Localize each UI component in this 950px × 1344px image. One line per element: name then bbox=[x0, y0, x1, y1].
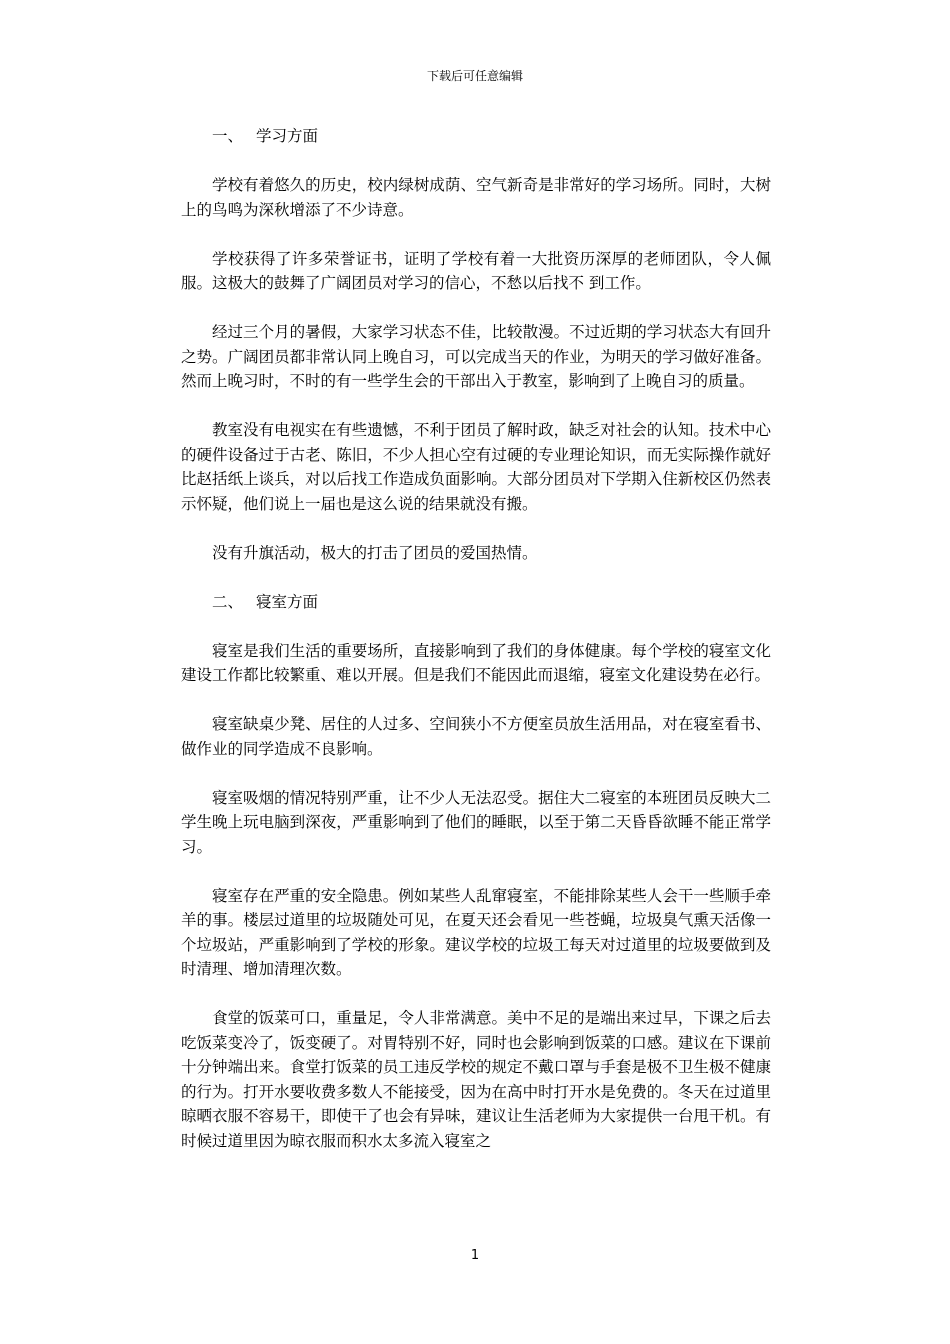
paragraph: 没有升旗活动，极大的打击了团员的爱国热情。 bbox=[212, 543, 538, 562]
document-body bbox=[181, 124, 771, 1178]
section-title: 寝室方面 bbox=[256, 592, 319, 611]
section-title: 学习方面 bbox=[256, 127, 319, 145]
paragraph: 寝室缺桌少凳、居住的人过多、空间狭小不方便室员放生活用品，对在寝室看书、做作业的同学造成不良影响。 bbox=[181, 715, 771, 758]
section-heading-study bbox=[181, 124, 771, 149]
paragraph: 食堂的饭菜可口，重量足，令人非常满意。美中不足的是端出来过早，下课之后去吃饭菜变冷了，饭变硬了。对胃特别不好，同时也会影响到饭菜的口感。建议在下课前十分钟端出来。食堂打饭菜的员工违反学校的规定不戴口罩与手套是极不卫生极不健康的行为。打开水要收费多数人不能接受，因为在高中时打开水是免费的。冬天在过道里晾晒衣服不容易干，即使干了也会有异味，建议让生活老师为大家提供一台甩干机。有时候过道里因为晾衣服而积水太多流入寝室之 bbox=[181, 1009, 771, 1150]
paragraph: 寝室吸烟的情况特别严重，让不少人无法忍受。据住大二寝室的本班团员反映大二学生晚上玩电脑到深夜，严重影响到了他们的睡眠，以至于第二天昏昏欲睡不能正常学习。 bbox=[181, 788, 771, 856]
page-number: 1 bbox=[470, 1248, 480, 1263]
paragraph: 学校有着悠久的历史，校内绿树成荫、空气新奇是非常好的学习场所。同时，大树上的鸟鸣为深秋增添了不少诗意。 bbox=[181, 176, 771, 219]
paragraph: 寝室存在严重的安全隐患。例如某些人乱窜寝室，不能排除某些人会干一些顺手牵羊的事。楼层过道里的垃圾随处可见，在夏天还会看见一些苍蝇，垃圾臭气熏天活像一个垃圾站，严重影响到了学校的形象。建议学校的垃圾工每天对过道里的垃圾要做到及时清理、增加清理次数。 bbox=[181, 886, 771, 978]
paragraph: 教室没有电视实在有些遗憾，不利于团员了解时政，缺乏对社会的认知。技术中心的硬件设备过于古老、陈旧，不少人担心空有过硬的专业理论知识，而无实际操作就好比赵括纸上谈兵，对以后找工作造成负面影响。大部分团员对下学期入住新校区仍然表示怀疑，他们说上一届也是这么说的结果就没有搬。 bbox=[181, 421, 771, 513]
section-number: 一、 bbox=[212, 127, 244, 145]
section-heading-dormitory bbox=[181, 590, 771, 615]
header-note: 下载后可任意编辑 bbox=[426, 69, 523, 83]
paragraph: 寝室是我们生活的重要场所，直接影响到了我们的身体健康。每个学校的寝室文化建设工作都比较繁重、难以开展。但是我们不能因此而退缩，寝室文化建设势在必行。 bbox=[181, 641, 771, 684]
paragraph: 学校获得了许多荣誉证书，证明了学校有着一大批资历深厚的老师团队，令人佩服。这极大的鼓舞了广阔团员对学习的信心，不愁以后找不 到工作。 bbox=[181, 249, 771, 292]
paragraph: 经过三个月的暑假，大家学习状态不佳，比较散漫。不过近期的学习状态大有回升之势。广阔团员都非常认同上晚自习，可以完成当天的作业，为明天的学习做好准备。然而上晚习时，不时的有一些学生会的干部出入于教室，影响到了上晚自习的质量。 bbox=[181, 323, 771, 390]
section-number: 二、 bbox=[212, 592, 244, 611]
